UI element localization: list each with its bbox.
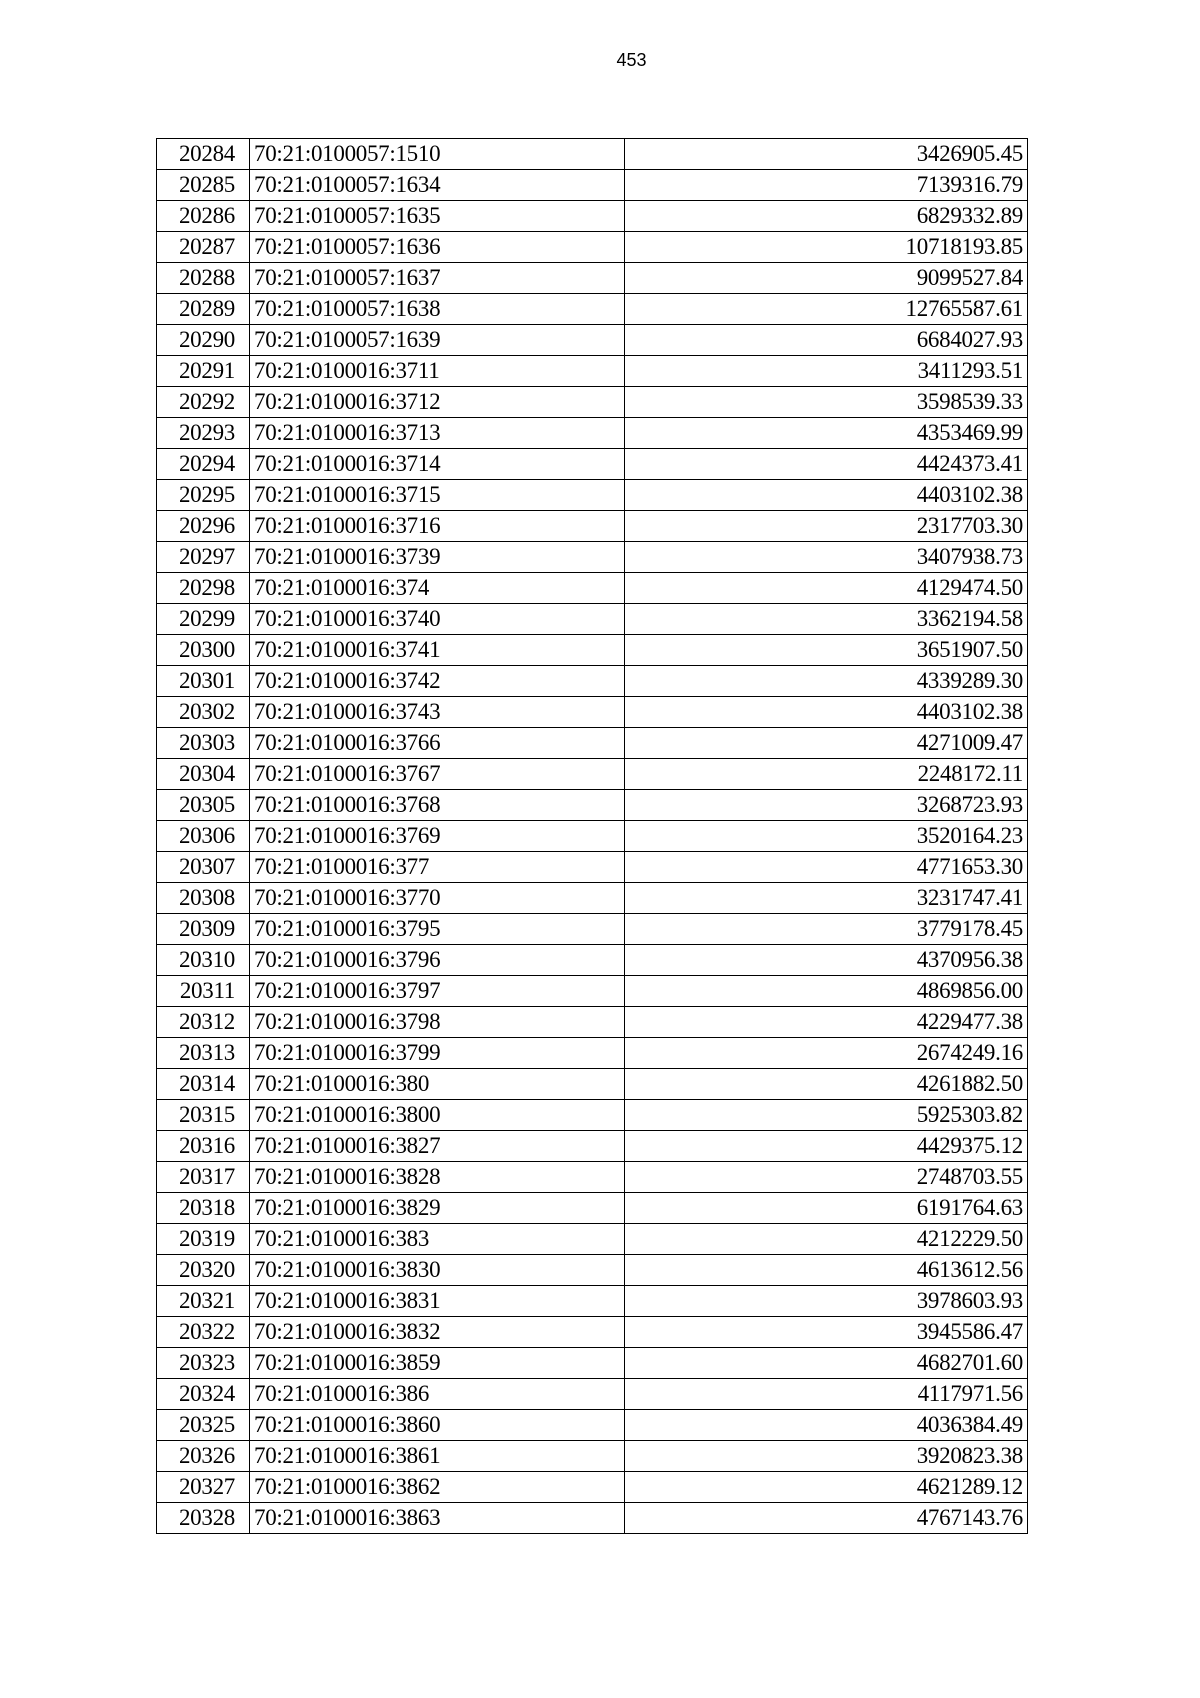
table-row xyxy=(157,1224,1028,1255)
cadastral-number-cell: 70:21:0100057:1639 xyxy=(250,325,625,356)
cadastral-number-cell: 70:21:0100016:3770 xyxy=(250,883,625,914)
value-cell: 6829332.89 xyxy=(625,201,1028,232)
table-row xyxy=(157,1503,1028,1534)
value-cell: 4339289.30 xyxy=(625,666,1028,697)
row-number-cell: 20325 xyxy=(157,1410,250,1441)
table-row xyxy=(157,1038,1028,1069)
value-cell: 4771653.30 xyxy=(625,852,1028,883)
row-number-cell: 20313 xyxy=(157,1038,250,1069)
row-number-cell: 20305 xyxy=(157,790,250,821)
cadastral-number-cell: 70:21:0100016:3860 xyxy=(250,1410,625,1441)
cadastral-number-cell: 70:21:0100016:3799 xyxy=(250,1038,625,1069)
table-row xyxy=(157,201,1028,232)
table-row xyxy=(157,976,1028,1007)
table-row xyxy=(157,1162,1028,1193)
row-number-cell: 20299 xyxy=(157,604,250,635)
cadastral-number-cell: 70:21:0100016:3768 xyxy=(250,790,625,821)
row-number-cell: 20322 xyxy=(157,1317,250,1348)
cadastral-number-cell: 70:21:0100016:3716 xyxy=(250,511,625,542)
cadastral-number-cell: 70:21:0100016:3741 xyxy=(250,635,625,666)
cadastral-number-cell: 70:21:0100057:1634 xyxy=(250,170,625,201)
value-cell: 2317703.30 xyxy=(625,511,1028,542)
row-number-cell: 20290 xyxy=(157,325,250,356)
row-number-cell: 20295 xyxy=(157,480,250,511)
table-row xyxy=(157,852,1028,883)
row-number-cell: 20320 xyxy=(157,1255,250,1286)
row-number-cell: 20300 xyxy=(157,635,250,666)
row-number-cell: 20302 xyxy=(157,697,250,728)
cadastral-number-cell: 70:21:0100016:3831 xyxy=(250,1286,625,1317)
cadastral-number-cell: 70:21:0100016:3739 xyxy=(250,542,625,573)
table-row xyxy=(157,728,1028,759)
table-row xyxy=(157,356,1028,387)
row-number-cell: 20293 xyxy=(157,418,250,449)
cadastral-number-cell: 70:21:0100016:3715 xyxy=(250,480,625,511)
cadastral-value-table xyxy=(156,138,1028,1534)
value-cell: 7139316.79 xyxy=(625,170,1028,201)
cadastral-number-cell: 70:21:0100016:3832 xyxy=(250,1317,625,1348)
table-row xyxy=(157,759,1028,790)
table-row xyxy=(157,697,1028,728)
cadastral-number-cell: 70:21:0100016:377 xyxy=(250,852,625,883)
table-row xyxy=(157,1441,1028,1472)
cadastral-number-cell: 70:21:0100016:3863 xyxy=(250,1503,625,1534)
value-cell: 3779178.45 xyxy=(625,914,1028,945)
table-row xyxy=(157,1255,1028,1286)
value-cell: 3426905.45 xyxy=(625,139,1028,170)
value-cell: 2674249.16 xyxy=(625,1038,1028,1069)
value-cell: 5925303.82 xyxy=(625,1100,1028,1131)
row-number-cell: 20285 xyxy=(157,170,250,201)
table-body xyxy=(157,139,1028,1534)
table-row xyxy=(157,604,1028,635)
cadastral-number-cell: 70:21:0100016:3711 xyxy=(250,356,625,387)
value-cell: 6191764.63 xyxy=(625,1193,1028,1224)
value-cell: 4117971.56 xyxy=(625,1379,1028,1410)
cadastral-number-cell: 70:21:0100016:3859 xyxy=(250,1348,625,1379)
value-cell: 4036384.49 xyxy=(625,1410,1028,1441)
value-cell: 3598539.33 xyxy=(625,387,1028,418)
cadastral-number-cell: 70:21:0100016:383 xyxy=(250,1224,625,1255)
row-number-cell: 20286 xyxy=(157,201,250,232)
value-cell: 4429375.12 xyxy=(625,1131,1028,1162)
table-row xyxy=(157,232,1028,263)
cadastral-number-cell: 70:21:0100016:3713 xyxy=(250,418,625,449)
cadastral-number-cell: 70:21:0100057:1637 xyxy=(250,263,625,294)
table-row xyxy=(157,542,1028,573)
value-cell: 4212229.50 xyxy=(625,1224,1028,1255)
table-row xyxy=(157,480,1028,511)
table-row xyxy=(157,1069,1028,1100)
row-number-cell: 20314 xyxy=(157,1069,250,1100)
cadastral-number-cell: 70:21:0100016:386 xyxy=(250,1379,625,1410)
row-number-cell: 20301 xyxy=(157,666,250,697)
cadastral-number-cell: 70:21:0100016:3795 xyxy=(250,914,625,945)
table-row xyxy=(157,1472,1028,1503)
row-number-cell: 20317 xyxy=(157,1162,250,1193)
cadastral-number-cell: 70:21:0100016:3830 xyxy=(250,1255,625,1286)
value-cell: 9099527.84 xyxy=(625,263,1028,294)
row-number-cell: 20308 xyxy=(157,883,250,914)
row-number-cell: 20294 xyxy=(157,449,250,480)
table-row xyxy=(157,418,1028,449)
value-cell: 3978603.93 xyxy=(625,1286,1028,1317)
value-cell: 6684027.93 xyxy=(625,325,1028,356)
cadastral-number-cell: 70:21:0100016:3712 xyxy=(250,387,625,418)
cadastral-number-cell: 70:21:0100016:380 xyxy=(250,1069,625,1100)
value-cell: 3362194.58 xyxy=(625,604,1028,635)
cadastral-number-cell: 70:21:0100016:3743 xyxy=(250,697,625,728)
row-number-cell: 20284 xyxy=(157,139,250,170)
row-number-cell: 20298 xyxy=(157,573,250,604)
table-row xyxy=(157,790,1028,821)
row-number-cell: 20292 xyxy=(157,387,250,418)
table-row xyxy=(157,635,1028,666)
table-row xyxy=(157,821,1028,852)
table-row xyxy=(157,1410,1028,1441)
value-cell: 4370956.38 xyxy=(625,945,1028,976)
value-cell: 2748703.55 xyxy=(625,1162,1028,1193)
value-cell: 4261882.50 xyxy=(625,1069,1028,1100)
table-row xyxy=(157,511,1028,542)
table-row xyxy=(157,914,1028,945)
page-number: 453 xyxy=(616,50,647,70)
value-cell: 4129474.50 xyxy=(625,573,1028,604)
value-cell: 4424373.41 xyxy=(625,449,1028,480)
value-cell: 4229477.38 xyxy=(625,1007,1028,1038)
row-number-cell: 20288 xyxy=(157,263,250,294)
table-row xyxy=(157,325,1028,356)
cadastral-number-cell: 70:21:0100016:3798 xyxy=(250,1007,625,1038)
table-row xyxy=(157,666,1028,697)
value-cell: 4869856.00 xyxy=(625,976,1028,1007)
row-number-cell: 20291 xyxy=(157,356,250,387)
table-row xyxy=(157,945,1028,976)
cadastral-number-cell: 70:21:0100016:374 xyxy=(250,573,625,604)
cadastral-number-cell: 70:21:0100016:3796 xyxy=(250,945,625,976)
row-number-cell: 20324 xyxy=(157,1379,250,1410)
row-number-cell: 20315 xyxy=(157,1100,250,1131)
table-row xyxy=(157,263,1028,294)
row-number-cell: 20316 xyxy=(157,1131,250,1162)
table-row xyxy=(157,1100,1028,1131)
row-number-cell: 20318 xyxy=(157,1193,250,1224)
value-cell: 4271009.47 xyxy=(625,728,1028,759)
table-row xyxy=(157,449,1028,480)
cadastral-number-cell: 70:21:0100016:3800 xyxy=(250,1100,625,1131)
row-number-cell: 20309 xyxy=(157,914,250,945)
value-cell: 3407938.73 xyxy=(625,542,1028,573)
value-cell: 3920823.38 xyxy=(625,1441,1028,1472)
row-number-cell: 20303 xyxy=(157,728,250,759)
cadastral-number-cell: 70:21:0100016:3829 xyxy=(250,1193,625,1224)
table-row xyxy=(157,1286,1028,1317)
value-cell: 4682701.60 xyxy=(625,1348,1028,1379)
table-row xyxy=(157,1131,1028,1162)
cadastral-number-cell: 70:21:0100057:1635 xyxy=(250,201,625,232)
row-number-cell: 20328 xyxy=(157,1503,250,1534)
value-cell: 4621289.12 xyxy=(625,1472,1028,1503)
value-cell: 3945586.47 xyxy=(625,1317,1028,1348)
cadastral-number-cell: 70:21:0100016:3767 xyxy=(250,759,625,790)
table-row xyxy=(157,139,1028,170)
table-row xyxy=(157,1193,1028,1224)
row-number-cell: 20323 xyxy=(157,1348,250,1379)
row-number-cell: 20312 xyxy=(157,1007,250,1038)
cadastral-number-cell: 70:21:0100016:3861 xyxy=(250,1441,625,1472)
cadastral-number-cell: 70:21:0100016:3797 xyxy=(250,976,625,1007)
cadastral-number-cell: 70:21:0100016:3742 xyxy=(250,666,625,697)
row-number-cell: 20287 xyxy=(157,232,250,263)
cadastral-number-cell: 70:21:0100016:3769 xyxy=(250,821,625,852)
cadastral-number-cell: 70:21:0100016:3766 xyxy=(250,728,625,759)
row-number-cell: 20289 xyxy=(157,294,250,325)
table-row xyxy=(157,387,1028,418)
cadastral-number-cell: 70:21:0100057:1636 xyxy=(250,232,625,263)
cadastral-number-cell: 70:21:0100016:3714 xyxy=(250,449,625,480)
row-number-cell: 20297 xyxy=(157,542,250,573)
row-number-cell: 20310 xyxy=(157,945,250,976)
table-row xyxy=(157,1379,1028,1410)
row-number-cell: 20304 xyxy=(157,759,250,790)
row-number-cell: 20327 xyxy=(157,1472,250,1503)
cadastral-number-cell: 70:21:0100016:3862 xyxy=(250,1472,625,1503)
table-row xyxy=(157,573,1028,604)
value-cell: 4403102.38 xyxy=(625,697,1028,728)
row-number-cell: 20319 xyxy=(157,1224,250,1255)
value-cell: 10718193.85 xyxy=(625,232,1028,263)
table-row xyxy=(157,1317,1028,1348)
cadastral-number-cell: 70:21:0100016:3827 xyxy=(250,1131,625,1162)
table-row xyxy=(157,1007,1028,1038)
cadastral-number-cell: 70:21:0100057:1510 xyxy=(250,139,625,170)
value-cell: 4403102.38 xyxy=(625,480,1028,511)
row-number-cell: 20296 xyxy=(157,511,250,542)
value-cell: 2248172.11 xyxy=(625,759,1028,790)
cadastral-number-cell: 70:21:0100016:3828 xyxy=(250,1162,625,1193)
value-cell: 3268723.93 xyxy=(625,790,1028,821)
table-row xyxy=(157,1348,1028,1379)
value-cell: 3651907.50 xyxy=(625,635,1028,666)
row-number-cell: 20311 xyxy=(157,976,250,1007)
cadastral-number-cell: 70:21:0100057:1638 xyxy=(250,294,625,325)
table-row xyxy=(157,883,1028,914)
value-cell: 12765587.61 xyxy=(625,294,1028,325)
table-row xyxy=(157,170,1028,201)
value-cell: 4767143.76 xyxy=(625,1503,1028,1534)
row-number-cell: 20306 xyxy=(157,821,250,852)
row-number-cell: 20321 xyxy=(157,1286,250,1317)
cadastral-number-cell: 70:21:0100016:3740 xyxy=(250,604,625,635)
row-number-cell: 20307 xyxy=(157,852,250,883)
value-cell: 3520164.23 xyxy=(625,821,1028,852)
row-number-cell: 20326 xyxy=(157,1441,250,1472)
table-row xyxy=(157,294,1028,325)
value-cell: 4353469.99 xyxy=(625,418,1028,449)
value-cell: 3231747.41 xyxy=(625,883,1028,914)
value-cell: 4613612.56 xyxy=(625,1255,1028,1286)
value-cell: 3411293.51 xyxy=(625,356,1028,387)
